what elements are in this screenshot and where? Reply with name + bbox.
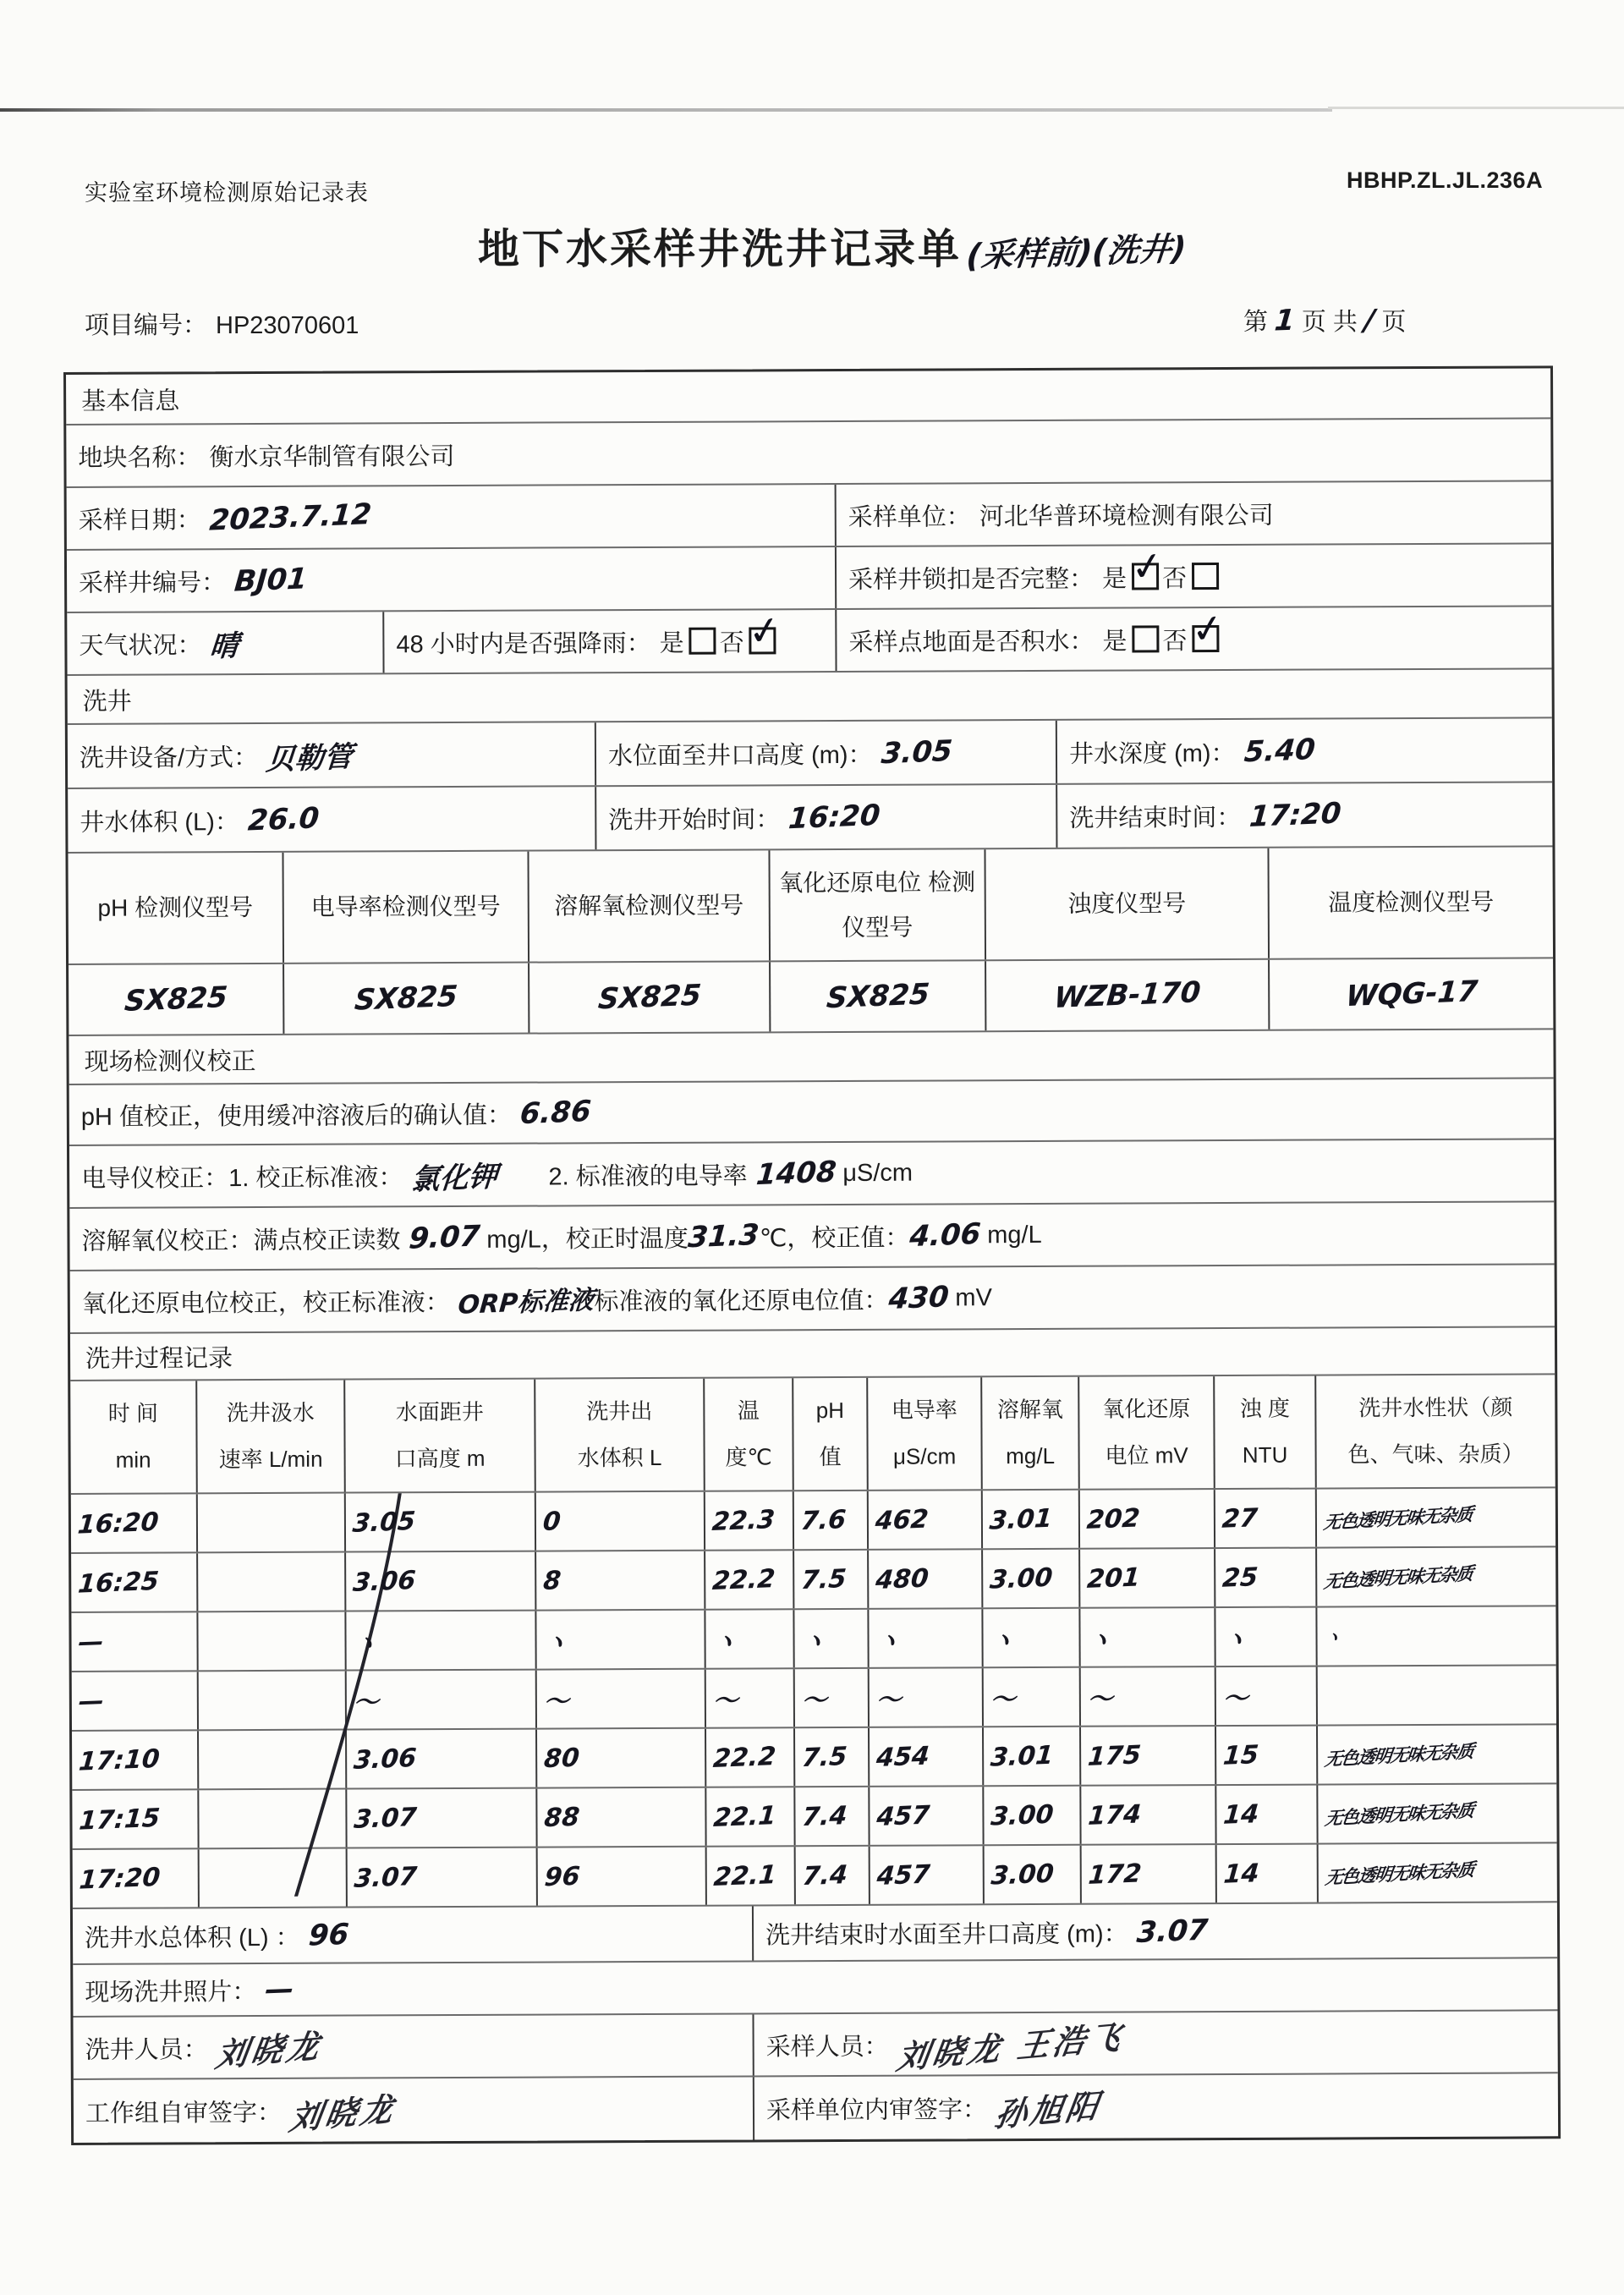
washing-device-cell xyxy=(68,722,596,788)
instrument-model-ph: SX825 xyxy=(123,980,229,1018)
weather-label: 天气状况： xyxy=(79,631,202,660)
process-cell: 22.1 xyxy=(706,1787,795,1845)
process-table-body xyxy=(71,1488,1557,1909)
process-cell: 3.00 xyxy=(985,1846,1082,1904)
ponding-no-text: 否 xyxy=(1162,627,1188,655)
process-cell: 175 xyxy=(1081,1727,1216,1785)
depth-to-water-label: 水位面至井口高度 (m)： xyxy=(607,741,873,770)
col-header-turbidity: 浊 度 NTU xyxy=(1215,1376,1317,1489)
weather-value: 晴 xyxy=(208,628,240,664)
do-cal-label3: ℃，校正值： xyxy=(759,1224,910,1252)
orp-cal-standard: ORP标准液 xyxy=(457,1285,595,1320)
washing-device-value: 贝勒管 xyxy=(265,739,354,777)
sampler-label: 采样人员： xyxy=(765,2033,889,2061)
process-cell: 22.2 xyxy=(705,1551,794,1608)
document-code: HBHP.ZL.JL.236A xyxy=(1347,167,1544,193)
col-header-time: 时 间 min xyxy=(70,1381,198,1493)
well-number-label: 采样井编号： xyxy=(79,568,227,597)
process-cell: 7.4 xyxy=(796,1847,870,1904)
process-cell xyxy=(199,1731,347,1789)
process-cell: ヽ xyxy=(869,1609,983,1667)
instrument-header-ph: pH 检测仪型号 xyxy=(68,853,284,964)
process-cell: ヽ xyxy=(1322,1626,1342,1649)
process-cell: — xyxy=(72,1672,199,1730)
section-washing: 洗井 xyxy=(82,688,132,716)
process-cell: 〜 xyxy=(347,1671,537,1729)
process-cell: 14 xyxy=(1216,1786,1318,1844)
process-cell: 3.01 xyxy=(983,1491,1080,1549)
do-cal-unit1: mg/L， xyxy=(486,1225,566,1254)
process-cell: 96 xyxy=(538,1848,707,1906)
process-cell: 22.3 xyxy=(705,1491,794,1549)
process-cell xyxy=(198,1612,346,1671)
col-header-water-character: 洗井水性状（颜 色、气味、杂质） xyxy=(1347,1394,1524,1468)
internal-review-signature: 孙旭阳 xyxy=(992,2086,1105,2134)
process-cell xyxy=(199,1790,347,1848)
project-number-value: HP23070601 xyxy=(216,312,359,339)
process-cell: 7.5 xyxy=(795,1728,870,1786)
well-lock-yes-checkbox xyxy=(1127,541,1167,590)
process-cell: 无色透明无味无杂质 xyxy=(1322,1504,1473,1534)
process-cell: 14 xyxy=(1217,1845,1319,1903)
scan-artifact-line xyxy=(1328,107,1624,109)
sampler-signature-cell xyxy=(754,2011,1557,2075)
washer-signature: 刘晓龙 xyxy=(212,2026,326,2074)
page-suffix: 页 xyxy=(1381,309,1407,336)
process-cell: 〜 xyxy=(537,1670,706,1728)
depth-to-water-value: 3.05 xyxy=(879,733,954,771)
do-cal-value: 4.06 xyxy=(908,1216,982,1255)
self-review-label: 工作组自审签字： xyxy=(85,2099,283,2128)
conductivity-cal-standard: 氯化钾 xyxy=(409,1159,499,1197)
instrument-header-orp: 氧化还原电位 检测仪型号 xyxy=(770,849,986,960)
total-volume-value: 96 xyxy=(306,1917,350,1953)
orp-cal-value: 430 xyxy=(886,1280,951,1317)
process-cell: 3.05 xyxy=(346,1493,536,1551)
site-name-label: 地块名称： xyxy=(78,443,201,472)
col-header-ph: pH 值 xyxy=(793,1378,869,1490)
process-row xyxy=(71,1547,1555,1613)
washing-end-cell xyxy=(1057,782,1552,848)
section-basic-info: 基本信息 xyxy=(81,387,180,415)
page-title: 地下水采样井洗井记录单 xyxy=(478,227,963,272)
ph-calibration-label: pH 值校正，使用缓冲溶液后的确认值： xyxy=(80,1101,513,1131)
do-cal-label2: 校正时温度 xyxy=(565,1225,689,1253)
sampling-date-value: 2023.7.12 xyxy=(208,497,373,538)
process-cell: ヽ xyxy=(983,1609,1080,1667)
total-volume-cell xyxy=(73,1906,754,1963)
well-water-volume-value: 26.0 xyxy=(246,801,321,838)
process-cell: 17:10 xyxy=(72,1731,199,1789)
instrument-model-orp: SX825 xyxy=(825,977,931,1016)
site-name-row xyxy=(66,419,1550,486)
process-cell: 22.2 xyxy=(706,1728,795,1786)
site-name-value: 衡水京华制管有限公司 xyxy=(209,442,455,471)
process-cell: ヽ xyxy=(1215,1608,1317,1666)
process-cell: 27 xyxy=(1215,1490,1317,1548)
process-cell: 〜 xyxy=(795,1669,870,1727)
check-mark: ✓ xyxy=(745,606,784,655)
process-cell: 3.00 xyxy=(984,1787,1081,1845)
process-cell: 202 xyxy=(1080,1490,1215,1548)
process-cell: ヽ xyxy=(536,1611,705,1669)
ponding-no-checkbox xyxy=(1188,604,1227,653)
page-prefix: 第 xyxy=(1243,309,1269,336)
process-cell: 462 xyxy=(869,1491,983,1549)
conductivity-cal-value: 1408 xyxy=(754,1155,837,1193)
instrument-model-temperature: WQG-17 xyxy=(1344,974,1479,1014)
process-cell: 3.01 xyxy=(984,1727,1081,1786)
process-cell xyxy=(198,1553,346,1611)
process-cell: 80 xyxy=(537,1729,706,1787)
process-row xyxy=(72,1725,1556,1791)
rain-no-text: 否 xyxy=(719,629,744,657)
process-cell: 172 xyxy=(1082,1845,1217,1903)
form-title-block xyxy=(478,217,1187,276)
rain-yes-checkbox xyxy=(689,628,716,655)
sampler-signature: 刘晓龙 王浩飞 xyxy=(894,2017,1127,2077)
process-cell: 3.06 xyxy=(347,1730,537,1788)
process-cell: 3.00 xyxy=(983,1550,1080,1608)
orp-cal-unit: mV xyxy=(955,1283,992,1311)
well-number-value: BJ01 xyxy=(233,562,309,599)
ponding-label: 采样点地面是否积水： xyxy=(848,628,1095,656)
process-cell: 16:20 xyxy=(71,1494,198,1552)
instrument-model-conductivity: SX825 xyxy=(353,979,459,1018)
process-cell: 0 xyxy=(536,1492,705,1551)
ponding-cell xyxy=(837,604,1551,671)
do-cal-unit2: mg/L xyxy=(987,1221,1042,1249)
col-header-pump-rate: 洗井汲水 速率 L/min xyxy=(197,1381,346,1493)
well-depth-cell xyxy=(1057,718,1552,783)
do-cal-reading: 9.07 xyxy=(407,1219,482,1256)
process-cell: 无色透明无味无杂质 xyxy=(1324,1800,1475,1830)
total-volume-label: 洗井水总体积 (L) ： xyxy=(85,1924,300,1952)
orp-cal-label1: 氧化还原电位校正，校正标准液： xyxy=(81,1288,450,1318)
process-cell: 17:20 xyxy=(73,1849,200,1908)
internal-review-signature-cell xyxy=(754,2073,1558,2139)
instrument-model-do: SX825 xyxy=(596,978,703,1017)
conductivity-calibration-row xyxy=(69,1139,1554,1207)
sampling-org-cell xyxy=(837,481,1551,546)
well-water-volume-cell xyxy=(68,787,596,852)
washer-signature-cell xyxy=(73,2014,754,2078)
sampling-org-value: 河北华普环境检测有限公司 xyxy=(979,502,1274,530)
process-cell: ヽ xyxy=(346,1611,536,1670)
page-number xyxy=(1243,303,1406,338)
orp-calibration-row xyxy=(70,1265,1555,1332)
instrument-header-temperature: 温度检测仪型号 xyxy=(1328,889,1495,916)
process-cell: 〜 xyxy=(1216,1667,1318,1726)
process-cell: 201 xyxy=(1080,1549,1215,1607)
ph-calibration-value: 6.86 xyxy=(518,1094,593,1132)
process-table-header xyxy=(70,1375,1555,1495)
process-cell xyxy=(199,1672,347,1730)
col-header-conductivity: 电导率 μS/cm xyxy=(868,1377,983,1490)
washer-label: 洗井人员： xyxy=(85,2035,208,2064)
process-cell: 3.07 xyxy=(347,1789,537,1848)
process-cell: 174 xyxy=(1081,1786,1216,1844)
col-header-water-level: 水面距井 口高度 m xyxy=(345,1380,536,1492)
well-lock-no-text: 否 xyxy=(1162,564,1188,592)
self-review-signature-cell xyxy=(74,2077,754,2143)
instrument-model-turbidity: WZB-170 xyxy=(1052,975,1202,1015)
process-cell: 〜 xyxy=(706,1669,795,1727)
washing-start-value: 16:20 xyxy=(787,798,882,837)
page-current-handwritten: 1 xyxy=(1273,303,1297,338)
process-cell xyxy=(1318,1666,1556,1724)
ph-calibration-row xyxy=(69,1079,1554,1145)
washing-device-label: 洗井设备/方式： xyxy=(79,744,259,772)
scan-artifact-line xyxy=(0,108,1332,112)
process-cell: ヽ xyxy=(1080,1608,1215,1666)
weather-cell xyxy=(67,612,384,674)
rain-48h-cell xyxy=(384,606,837,673)
ponding-yes-checkbox xyxy=(1132,625,1159,652)
process-cell: 25 xyxy=(1215,1549,1317,1607)
process-row xyxy=(71,1606,1555,1672)
process-cell: — xyxy=(71,1612,198,1671)
page-total-handwritten: / xyxy=(1363,303,1377,338)
process-cell: 无色透明无味无杂质 xyxy=(1323,1741,1474,1771)
process-cell: 无色透明无味无杂质 xyxy=(1324,1859,1475,1889)
process-cell: 16:25 xyxy=(71,1553,198,1611)
process-cell: 8 xyxy=(536,1551,705,1610)
section-process-record: 洗井过程记录 xyxy=(85,1344,233,1373)
washing-start-label: 洗井开始时间： xyxy=(608,805,781,834)
well-depth-value: 5.40 xyxy=(1242,733,1317,770)
ponding-yes-text: 是 xyxy=(1102,628,1127,656)
process-cell: 457 xyxy=(870,1787,984,1845)
page-mid: 页 共 xyxy=(1301,309,1358,336)
instrument-header-do: 溶解氧检测仪型号 xyxy=(529,850,771,961)
process-cell: 15 xyxy=(1216,1727,1318,1785)
process-cell xyxy=(198,1494,346,1552)
site-photo-value: — xyxy=(263,1972,296,2007)
col-header-orp: 氧化还原 电位 mV xyxy=(1079,1376,1215,1489)
process-cell: 480 xyxy=(869,1550,983,1608)
end-water-level-value: 3.07 xyxy=(1134,1913,1210,1951)
well-water-volume-label: 井水体积 (L)： xyxy=(80,808,239,837)
process-cell: 22.1 xyxy=(707,1847,796,1904)
well-lock-no-checkbox xyxy=(1192,563,1219,590)
washing-end-value: 17:20 xyxy=(1248,796,1343,834)
process-cell: 7.6 xyxy=(794,1491,869,1549)
well-lock-cell xyxy=(837,541,1551,608)
instrument-header-conductivity: 电导率检测仪型号 xyxy=(283,852,529,963)
process-cell: 7.4 xyxy=(795,1787,870,1845)
conductivity-cal-label2: 2. 标准液的电导率 xyxy=(548,1161,748,1191)
process-cell: 3.06 xyxy=(346,1552,536,1611)
well-lock-label: 采样井锁扣是否完整： xyxy=(848,565,1095,594)
process-cell: 〜 xyxy=(984,1668,1081,1727)
conductivity-cal-label1: 电导仪校正：1. 校正标准液： xyxy=(81,1163,403,1193)
site-photo-label: 现场洗井照片： xyxy=(85,1978,257,2007)
process-row xyxy=(73,1843,1557,1909)
section-calibration: 现场检测仪校正 xyxy=(84,1047,256,1076)
do-calibration-row xyxy=(69,1202,1554,1270)
depth-to-water-cell xyxy=(596,721,1057,785)
washing-end-label: 洗井结束时间： xyxy=(1069,804,1242,832)
process-cell: 无色透明无味无杂质 xyxy=(1322,1563,1473,1593)
process-cell: ヽ xyxy=(705,1610,794,1667)
process-cell: 3.07 xyxy=(348,1848,538,1907)
do-cal-label1: 溶解氧仪校正：满点校正读数 xyxy=(81,1226,401,1255)
title-handwritten-note: (采样前)(洗井) xyxy=(964,229,1188,275)
check-mark: ✓ xyxy=(1188,604,1227,653)
sampling-date-label: 采样日期： xyxy=(78,506,201,535)
process-row xyxy=(71,1488,1555,1554)
check-mark: ✓ xyxy=(1127,541,1167,590)
orp-cal-label2: 标准液的氧化还原电位值： xyxy=(594,1287,889,1315)
instrument-header-turbidity: 浊度仪型号 xyxy=(985,848,1270,959)
process-cell: ヽ xyxy=(794,1610,869,1667)
well-number-cell xyxy=(67,547,837,612)
document-type-label: 实验室环境检测原始记录表 xyxy=(85,180,369,206)
process-cell: 457 xyxy=(870,1846,985,1904)
sampling-date-cell xyxy=(67,485,837,549)
process-cell: 〜 xyxy=(870,1668,984,1727)
self-review-signature: 刘晓龙 xyxy=(287,2089,399,2138)
well-lock-yes-text: 是 xyxy=(1102,565,1127,593)
process-row xyxy=(72,1666,1556,1732)
process-row xyxy=(72,1784,1556,1850)
project-number-label: 项目编号： xyxy=(85,312,208,339)
rain-48h-label: 48 小时内是否强降雨： xyxy=(396,629,651,658)
rain-no-checkbox xyxy=(745,606,784,655)
process-cell: 〜 xyxy=(1081,1667,1216,1726)
well-depth-label: 井水深度 (m)： xyxy=(1068,739,1236,768)
sampling-org-label: 采样单位： xyxy=(848,502,971,531)
process-cell: 88 xyxy=(537,1788,706,1847)
col-header-temperature: 温 度℃ xyxy=(705,1378,794,1490)
site-photo-cell xyxy=(73,1958,1557,2016)
col-header-out-volume: 洗井出 水体积 L xyxy=(535,1379,705,1491)
process-cell: 7.5 xyxy=(794,1551,869,1608)
washing-start-cell xyxy=(596,785,1057,849)
process-cell: 454 xyxy=(870,1727,984,1786)
project-number xyxy=(85,306,359,341)
col-header-do: 溶解氧 mg/L xyxy=(982,1377,1080,1490)
rain-yes-text: 是 xyxy=(659,629,684,657)
record-form-table xyxy=(63,365,1561,2145)
internal-review-label: 采样单位内审签字： xyxy=(765,2095,988,2124)
conductivity-cal-unit: μS/cm xyxy=(842,1159,914,1187)
end-water-level-cell xyxy=(754,1902,1557,1960)
process-cell xyxy=(200,1849,348,1908)
process-cell: 17:15 xyxy=(72,1790,199,1848)
do-cal-temp: 31.3 xyxy=(687,1217,761,1255)
end-water-level-label: 洗井结束时水面至井口高度 (m)： xyxy=(765,1920,1128,1949)
